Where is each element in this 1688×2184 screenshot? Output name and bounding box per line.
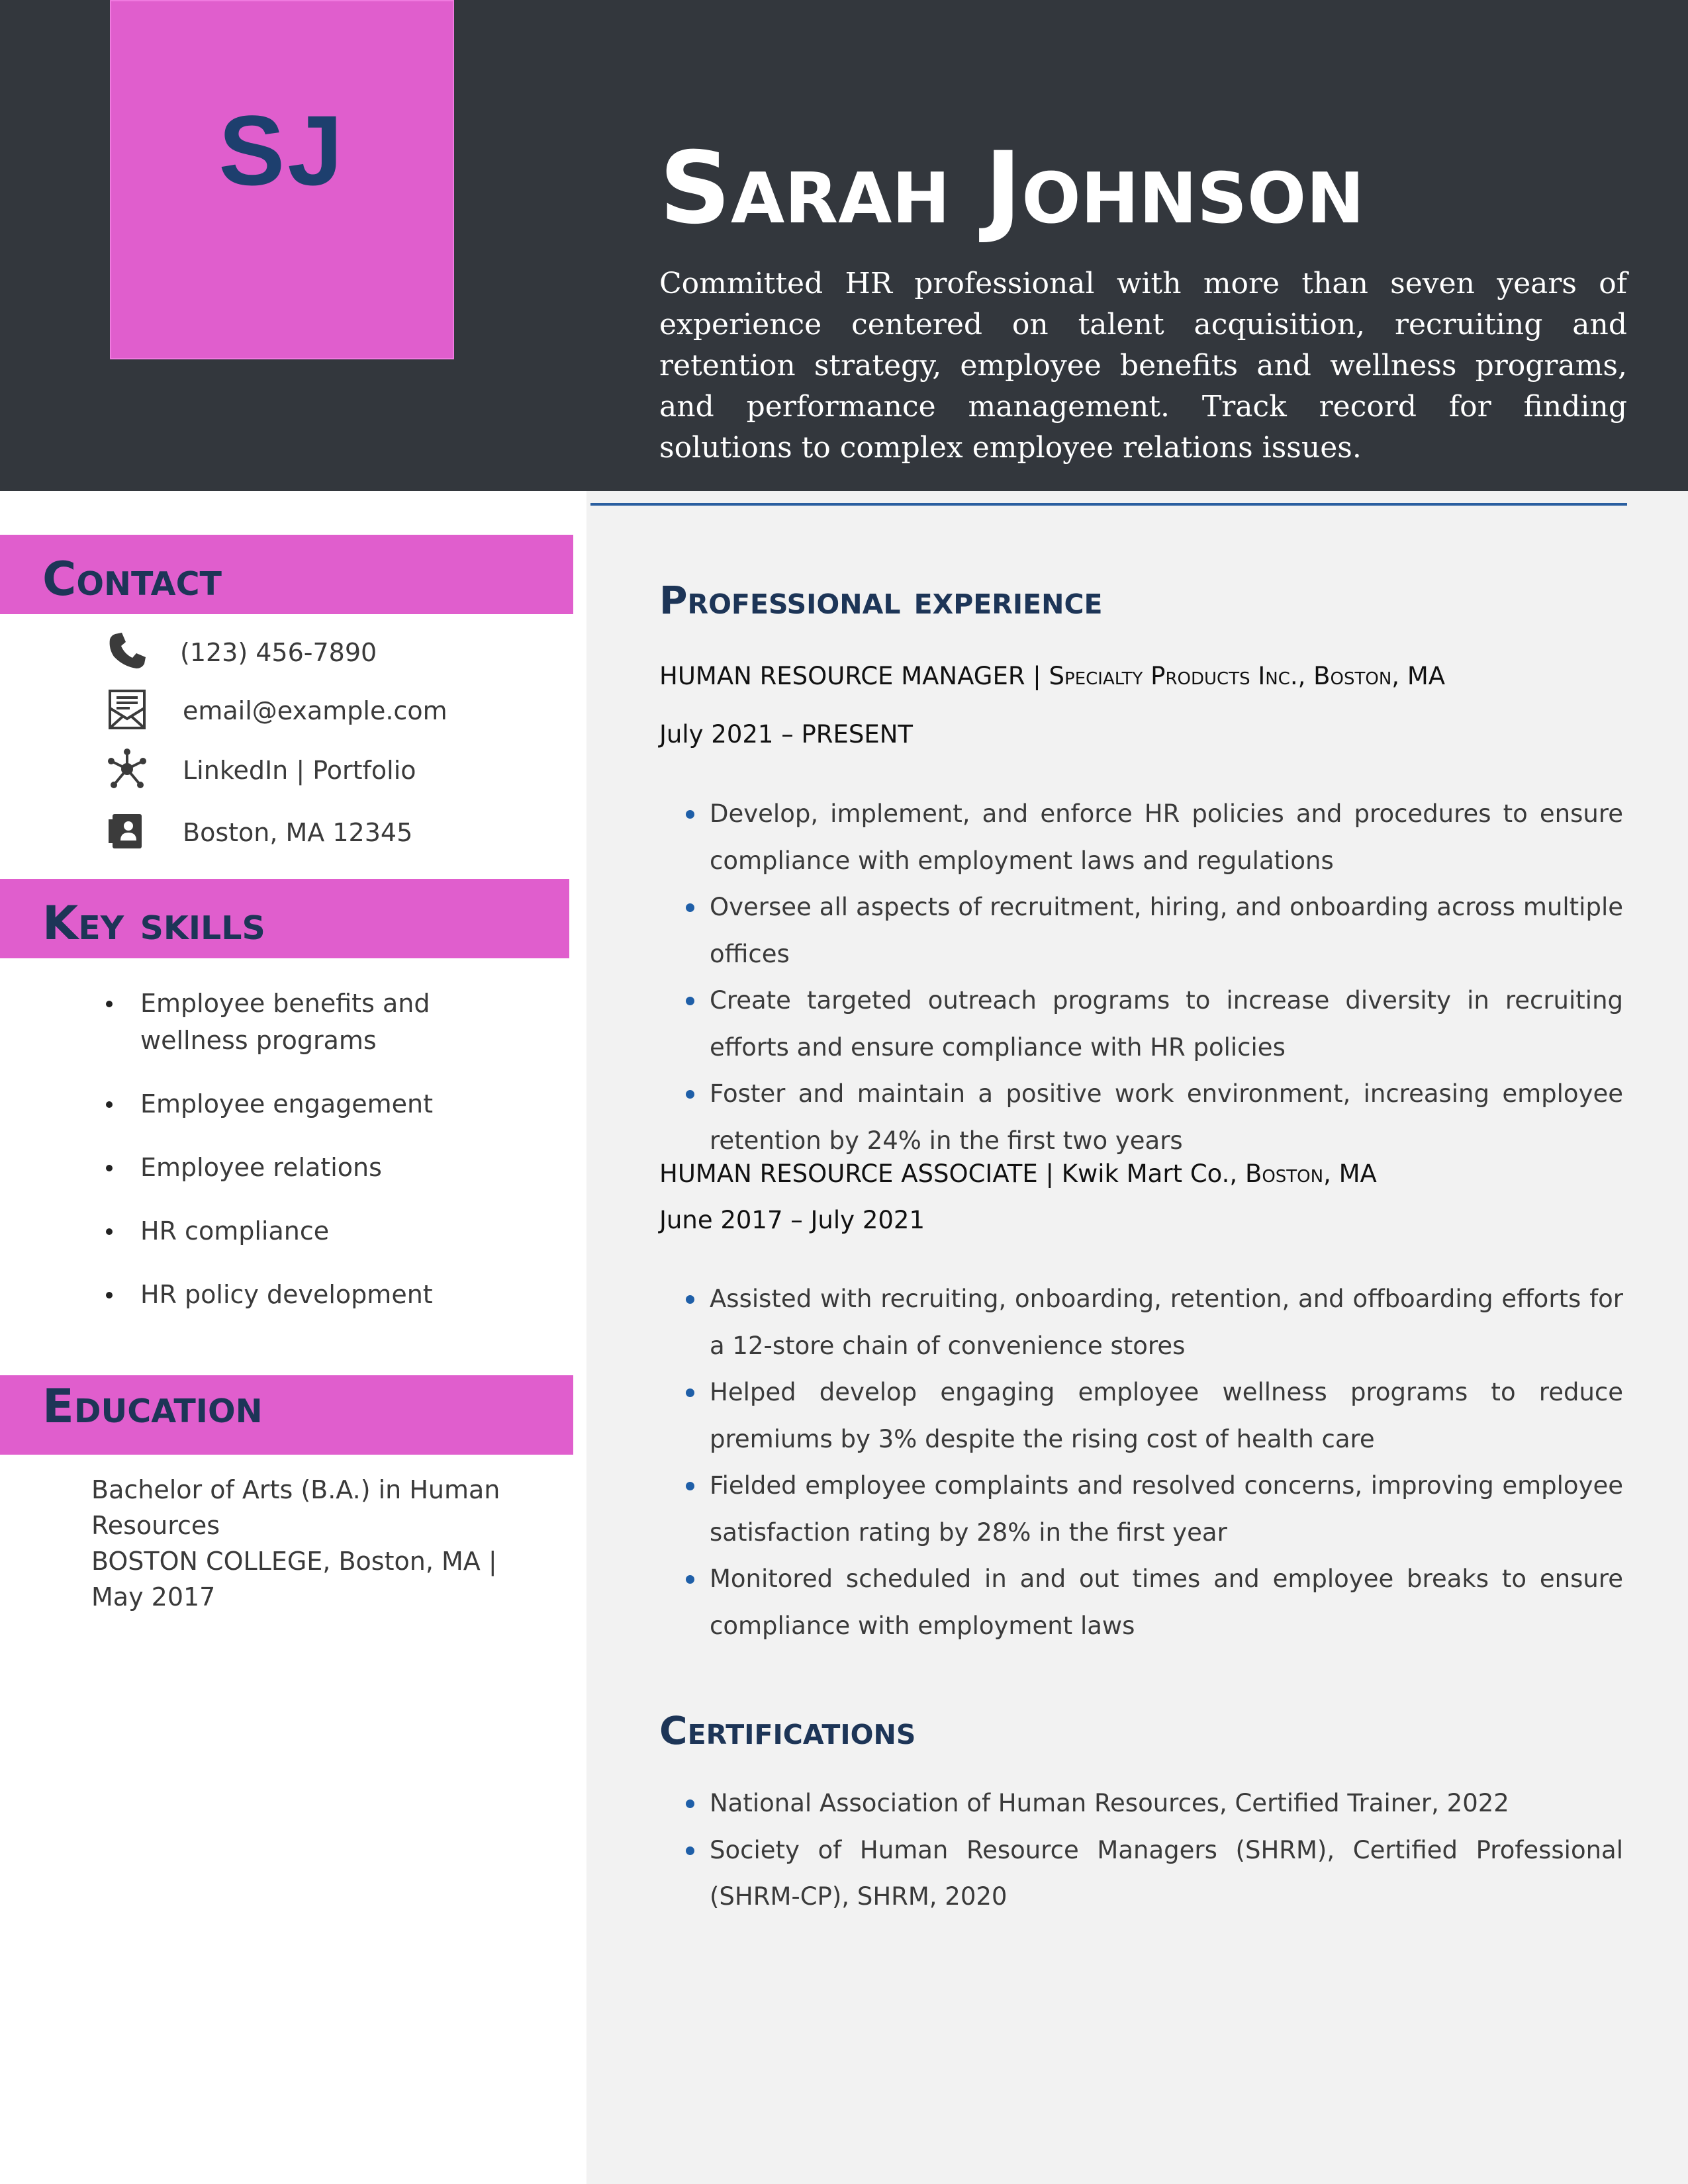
certification-item: Society of Human Resource Managers (SHRM), Certified Professional (SHRM-CP), SHRM, 2020 <box>684 1827 1623 1921</box>
job-bullet: Foster and maintain a positive work environment, increasing employee retention by 24% in the first two years <box>684 1071 1623 1164</box>
skill-item: Employee engagement <box>99 1085 523 1122</box>
certification-item: National Association of Human Resources, Certified Trainer, 2022 <box>684 1780 1623 1827</box>
phone-icon <box>106 630 148 672</box>
job-bullet: Oversee all aspects of recruitment, hiring, and onboarding across multiple offices <box>684 884 1623 978</box>
experience-heading: Professional experience <box>659 578 1103 623</box>
job-bullets-1 <box>684 791 1623 1164</box>
monogram-initials: SJ <box>218 95 346 206</box>
job-bullet: Create targeted outreach programs to increase diversity in recruiting efforts and ensure compliance with HR policies <box>684 978 1623 1071</box>
job-role: HUMAN RESOURCE MANAGER | <box>659 662 1041 690</box>
job-bullet: Assisted with recruiting, onboarding, retention, and offboarding efforts for a 12-store chain of convenience stores <box>684 1276 1623 1369</box>
email-text: email@example.com <box>183 696 447 725</box>
education-school: BOSTON COLLEGE, Boston, MA | May 2017 <box>91 1547 497 1612</box>
job-bullet: Monitored scheduled in and out times and employee breaks to ensure compliance with employment laws <box>684 1556 1623 1649</box>
job-company: Specialty Products Inc., Boston, MA <box>1049 662 1446 690</box>
monogram-box <box>110 0 454 359</box>
skill-item: Employee benefits and wellness programs <box>99 985 523 1059</box>
profile-summary: Committed HR professional with more than seven years of experience centered on talent acquisition, recruiting and retention strategy, employee benefits and wellness programs, and performance management. Track record for finding solutions to complex employee relations issues. <box>659 267 1627 465</box>
skill-item: HR policy development <box>99 1276 523 1313</box>
network-icon <box>106 748 148 790</box>
job-dates-1: July 2021 – PRESENT <box>659 720 914 749</box>
job-role: HUMAN RESOURCE ASSOCIATE | Kwik Mart Co., <box>659 1160 1238 1188</box>
certifications-list <box>684 1780 1623 1921</box>
job-bullet: Fielded employee complaints and resolved concerns, improving employee satisfaction rating by 28% in the first year <box>684 1463 1623 1556</box>
certifications-heading: Certifications <box>659 1708 916 1753</box>
job-title-2 <box>659 1160 1377 1188</box>
contact-card-icon <box>106 810 148 852</box>
header-divider <box>590 503 1627 506</box>
job-bullet: Develop, implement, and enforce HR policies and procedures to ensure compliance with employment laws and regulations <box>684 791 1623 884</box>
job-company: Boston, MA <box>1244 1160 1377 1188</box>
skills-heading: Key skills <box>42 896 265 950</box>
links-text: LinkedIn | Portfolio <box>183 756 416 785</box>
envelope-icon <box>106 688 148 731</box>
education-heading: Education <box>42 1379 263 1433</box>
candidate-name: Sarah Johnson <box>659 131 1365 246</box>
phone-text: (123) 456-7890 <box>180 638 377 667</box>
job-bullets-2 <box>684 1276 1623 1649</box>
contact-heading: Contact <box>42 552 222 606</box>
education-entry <box>91 1472 555 1615</box>
job-dates-2: June 2017 – July 2021 <box>659 1206 925 1234</box>
education-degree: Bachelor of Arts (B.A.) in Human Resources <box>91 1475 500 1540</box>
header-band <box>0 0 1688 491</box>
job-bullet: Helped develop engaging employee wellness programs to reduce premiums by 3% despite the rising cost of health care <box>684 1369 1623 1463</box>
skill-item: Employee relations <box>99 1149 523 1186</box>
skills-list <box>99 985 523 1340</box>
skill-item: HR compliance <box>99 1212 523 1250</box>
location-text: Boston, MA 12345 <box>183 818 413 847</box>
job-title-1 <box>659 662 1445 690</box>
